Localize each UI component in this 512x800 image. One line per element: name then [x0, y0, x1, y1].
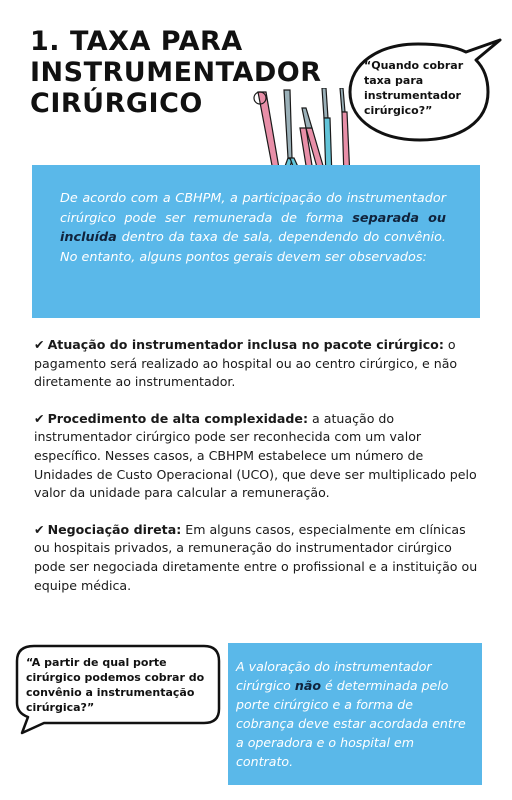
intro-bold-text: separada ou incluída	[60, 210, 446, 245]
question-bubble-bottom	[14, 643, 222, 735]
checkmark-icon: ✔	[34, 337, 45, 352]
title-line-3: CIRÚRGICO	[30, 88, 203, 119]
checkmark-icon: ✔	[34, 410, 45, 426]
note-text	[236, 657, 472, 771]
note-box	[228, 643, 482, 785]
point-label: Procedimento de alta complexidade:	[47, 410, 308, 426]
list-item	[34, 410, 482, 503]
points-list	[34, 336, 482, 613]
point-label: Negociação direta:	[47, 521, 182, 537]
point-text: Em alguns casos, especialmente em clínicas ou hospitais privados, a remuneração do instrumentador cirúrgico pode ser negociada diretamente entre o profissional e a instituição ou equipe médica.	[34, 521, 478, 593]
note-text-part2: é determinada pelo porte cirúrgico e a forma de cobrança deve estar acordada entre a operadora e o hospital em contrato.	[236, 678, 466, 769]
point-text: a atuação do instrumentador cirúrgico pode ser reconhecida com um valor específico. Nesses casos, a CBHPM estabelece um número de Unidades de Custo Operacional (UCO), que deve ser multiplicado pelo valor da unidade para calcular a remuneração.	[34, 410, 477, 501]
bubble-top-text: “Quando cobrar taxa para instrumentador cirúrgico?”	[364, 59, 464, 117]
intro-text-part1: De acordo com a CBHPM, a participação do instrumentador cirúrgico pode ser remunerada de forma	[60, 191, 446, 226]
point-label: Atuação do instrumentador inclusa no pacote cirúrgico:	[47, 337, 444, 352]
list-item	[34, 336, 482, 392]
intro-box	[32, 165, 480, 318]
intro-text	[60, 189, 446, 267]
intro-text-part2: dentro da taxa de sala, dependendo do convênio. No entanto, alguns pontos gerais devem ser observados:	[60, 230, 446, 265]
point-text: o pagamento será realizado ao hospital ou ao centro cirúrgico, e não diretamente ao instrumentador.	[34, 337, 458, 390]
bubble-bottom-text: “A partir de qual porte cirúrgico podemos cobrar do convênio a instrumentação cirúrgica?”	[26, 656, 205, 714]
checkmark-icon: ✔	[34, 521, 45, 537]
title-line-2: INSTRUMENTADOR	[30, 57, 322, 88]
note-highlight: não	[294, 678, 322, 693]
title-line-1: 1. TAXA PARA	[30, 26, 243, 57]
note-text-part1: A valoração do instrumentador cirúrgico	[236, 659, 432, 693]
question-bubble-top	[338, 36, 504, 148]
list-item	[34, 521, 482, 595]
